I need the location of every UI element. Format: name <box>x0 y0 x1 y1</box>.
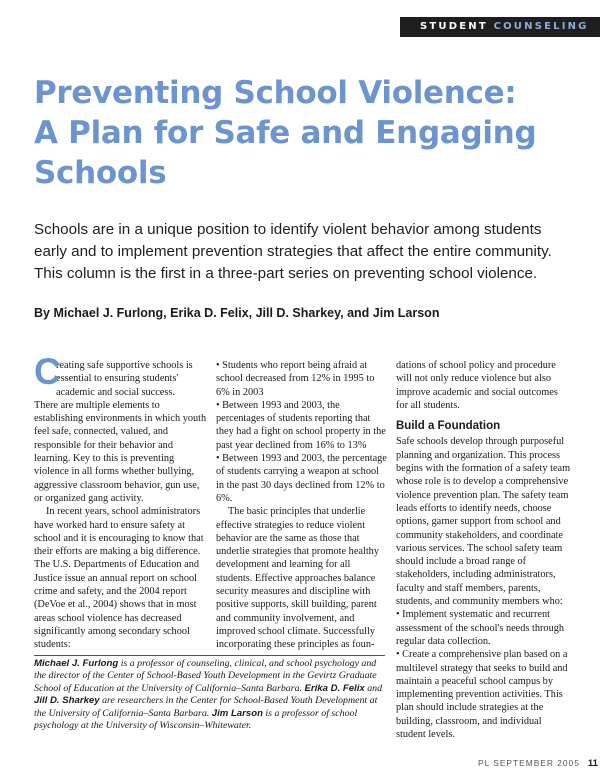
article-title <box>34 73 574 193</box>
section-header-bar <box>400 17 600 37</box>
opening-lead: reating safe supportive schools is essential to ensuring students' academic and social success. <box>56 360 193 398</box>
section-label-counseling: COUNSELING <box>493 21 589 32</box>
paragraph: There are multiple elements to establishing environments in which youth feel safe, connected, valued, and responsible for their behavior and learning. Key to this is preventing violence in all forms whether bullying, aggressive classroom behavior, gun use, or organized gang activity. <box>34 399 207 504</box>
paragraph: dations of school policy and procedure will not only reduce violence but also improve academic and social outcomes for all students. <box>396 360 558 411</box>
paragraph: In recent years, school administrators have worked hard to ensure safety at school and it is encouraging to know that their efforts are making a big difference. The U.S. Departments of Education and Justice issue an annual report on school crime and safety, and the 2004 report (DeVoe et al., 2004) shows that in most areas school violence has decreased significantly among secondary school students: <box>34 506 204 651</box>
title-line-3: Schools <box>34 155 167 191</box>
bio-author-name: Jim Larson <box>211 707 263 719</box>
section-label-student: STUDENT <box>420 21 488 32</box>
bullet-item: • Implement systematic and recurrent assessment of the school's needs through regular data collection. <box>396 609 565 647</box>
bullet-item: • Create a comprehensive plan based on a multilevel strategy that seeks to build and maintain a peaceful school campus by implementing prevention activities. This plan should include strategies at the building, classroom, and individual student levels. <box>396 649 568 741</box>
title-line-1: Preventing School Violence: <box>34 75 517 111</box>
author-byline: By Michael J. Furlong, Erika D. Felix, Jill D. Sharkey, and Jim Larson <box>34 306 440 320</box>
article-intro: Schools are in a unique position to identify violent behavior among students early and to implement prevention strategies that affect the entire community. This column is the first in a three-part series on preventing school violence. <box>34 221 552 282</box>
title-line-2: A Plan for Safe and Engaging <box>34 115 537 151</box>
bio-text: is a professor of counseling, clinical, and school psychology and the director of the Center of School-Based Youth Development in the Gevirtz Graduate School of Education at the University of California–Santa Barbara. <box>34 658 377 694</box>
page-footer <box>478 758 598 769</box>
paragraph: Safe schools develop through purposeful planning and organization. This process begins with the formation of a safety team whose role is to develop a comprehensive violence prevention plan. The safety team leads efforts to identify needs, choose options, garner support from school and community stakeholders, and coordinate various services. The school safety team should include a broad range of stakeholders, including administrators, faculty and staff members, parents, students, and community members who: <box>396 436 571 608</box>
page-number: 11 <box>587 758 598 769</box>
bio-text: and <box>364 682 382 694</box>
opening-paragraph <box>34 351 210 399</box>
drop-cap: C <box>34 351 61 392</box>
section-subhead: Build a Foundation <box>396 420 501 433</box>
bio-text: is a professor of school psychology at the University of Wisconsin–Whitewater. <box>34 707 358 732</box>
bio-author-name: Erika D. Felix <box>304 682 365 694</box>
paragraph: The basic principles that underlie effective strategies to reduce violent behavior are the same as those that underlie strategies that promote healthy development and learning for all students. Effective approaches balance security measures and discipline with positive supports, skill building, parent and community involvement, and improved school climate. Successfully incorporating these principles as foun- <box>216 506 379 651</box>
text-column-1 <box>34 351 210 652</box>
text-column-2 <box>216 359 388 652</box>
bio-text: are researchers in the Center for School-Based Youth Development at the University of California–Santa Barbara. <box>34 695 378 719</box>
bio-author-name: Michael J. Furlong <box>34 658 119 669</box>
author-bio <box>34 658 386 732</box>
bio-divider <box>34 655 385 656</box>
bullet-item: • Between 1993 and 2003, the percentage of students carrying a weapon at school in the past 30 days declined from 12% to 6%. <box>216 453 387 504</box>
bullet-item: • Between 1993 and 2003, the percentages of students reporting that they had a fight on school property in the past year declined from 16% to 13% <box>216 399 386 451</box>
bullet-item: • Students who report being afraid at school decreased from 12% in 1995 to 6% in 2003 <box>216 360 375 398</box>
text-column-3 <box>396 359 571 741</box>
issue-label: PL SEPTEMBER 2005 <box>478 758 580 768</box>
bio-author-name: Jill D. Sharkey <box>34 695 100 707</box>
